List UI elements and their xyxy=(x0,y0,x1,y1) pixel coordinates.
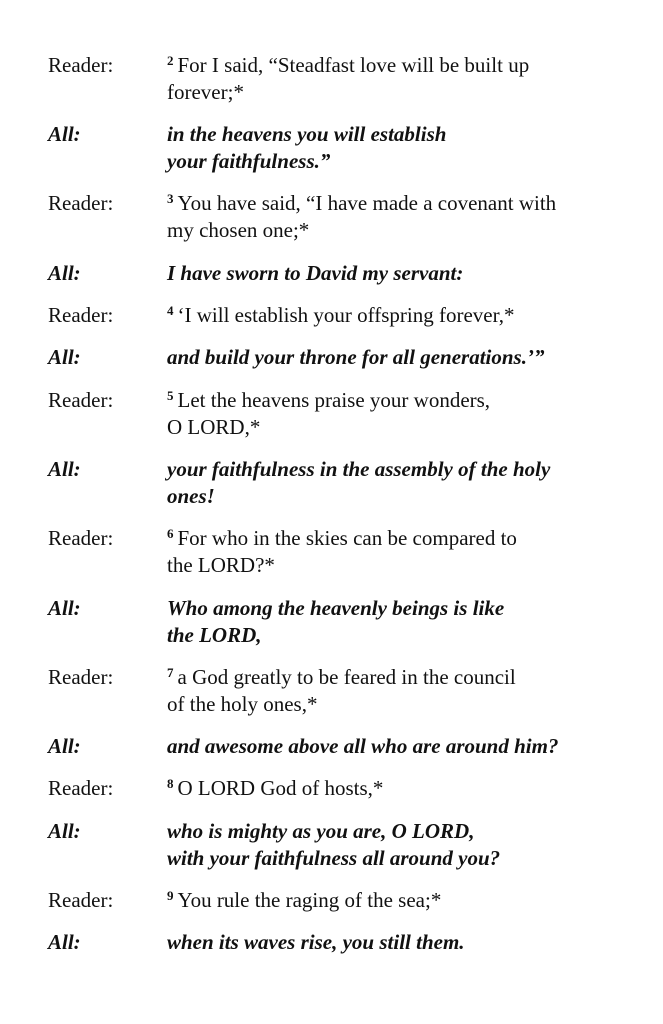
response-text xyxy=(167,344,657,371)
verse-line: $^2$ For I said, “Steadfast love will be built up xyxy=(167,53,530,77)
verse-number: 9 xyxy=(167,888,174,903)
verse-line: $^9$ You rule the raging of the sea;* xyxy=(167,888,442,912)
response-line: when its waves rise, you still them. xyxy=(167,930,465,954)
verse-text xyxy=(167,190,657,244)
speaker-label: All: xyxy=(48,345,81,369)
speaker-label: Reader: xyxy=(48,888,114,912)
response-text xyxy=(167,818,657,872)
response-text xyxy=(167,121,657,175)
speaker-label: All: xyxy=(48,261,81,285)
verse-line: of the holy ones,* xyxy=(167,692,318,716)
response-line: Who among the heavenly beings is like xyxy=(167,596,505,620)
speaker-label: All: xyxy=(48,930,81,954)
verse-line: $^3$ You have said, “I have made a covenant with xyxy=(167,191,557,215)
response-line: your faithfulness in the assembly of the holy xyxy=(167,457,551,481)
verse-line: the LORD?* xyxy=(167,553,275,577)
response-line: in the heavens you will establish xyxy=(167,122,447,146)
verse-text xyxy=(167,302,657,329)
verse-line: forever;* xyxy=(167,80,244,104)
verse-text xyxy=(167,525,657,579)
speaker-label: Reader: xyxy=(48,388,114,412)
speaker-label: All: xyxy=(48,596,81,620)
speaker-label: All: xyxy=(48,457,81,481)
response-line: ones! xyxy=(167,484,215,508)
verse-number: 4 xyxy=(167,303,174,318)
verse-line: O LORD,* xyxy=(167,415,261,439)
verse-text xyxy=(167,387,657,441)
verse-line: $^8$ O LORD God of hosts,* xyxy=(167,776,384,800)
verse-number: 8 xyxy=(167,776,174,791)
verse-line: $^6$ For who in the skies can be compared to xyxy=(167,526,517,550)
verse-number: 3 xyxy=(167,191,174,206)
response-text xyxy=(167,456,657,510)
speaker-label: Reader: xyxy=(48,526,114,550)
verse-number: 6 xyxy=(167,526,174,541)
response-line: I have sworn to David my servant: xyxy=(167,261,464,285)
response-line: and awesome above all who are around him? xyxy=(167,734,559,758)
speaker-label: All: xyxy=(48,819,81,843)
verse-number: 7 xyxy=(167,665,174,680)
verse-line: my chosen one;* xyxy=(167,218,310,242)
speaker-label: All: xyxy=(48,734,81,758)
response-line: who is mighty as you are, O LORD, xyxy=(167,819,475,843)
speaker-label: Reader: xyxy=(48,776,114,800)
response-line: the LORD, xyxy=(167,623,262,647)
response-line: and build your throne for all generations.’” xyxy=(167,345,545,369)
verse-text xyxy=(167,775,657,802)
verse-number: 5 xyxy=(167,388,174,403)
speaker-label: Reader: xyxy=(48,53,114,77)
speaker-label: Reader: xyxy=(48,303,114,327)
response-text xyxy=(167,929,657,956)
verse-text xyxy=(167,52,657,106)
response-line: your faithfulness.” xyxy=(167,149,331,173)
response-text xyxy=(167,595,657,649)
response-text xyxy=(167,260,657,287)
response-text xyxy=(167,733,657,760)
verse-text xyxy=(167,887,657,914)
verse-text xyxy=(167,664,657,718)
verse-line: $^7$ a God greatly to be feared in the council xyxy=(167,665,516,689)
response-line: with your faithfulness all around you? xyxy=(167,846,501,870)
speaker-label: Reader: xyxy=(48,191,114,215)
verse-number: 2 xyxy=(167,53,174,68)
verse-line: $^5$ Let the heavens praise your wonders, xyxy=(167,388,491,412)
verse-line: $^4$ ‘I will establish your offspring forever,* xyxy=(167,303,515,327)
speaker-label: All: xyxy=(48,122,81,146)
speaker-label: Reader: xyxy=(48,665,114,689)
